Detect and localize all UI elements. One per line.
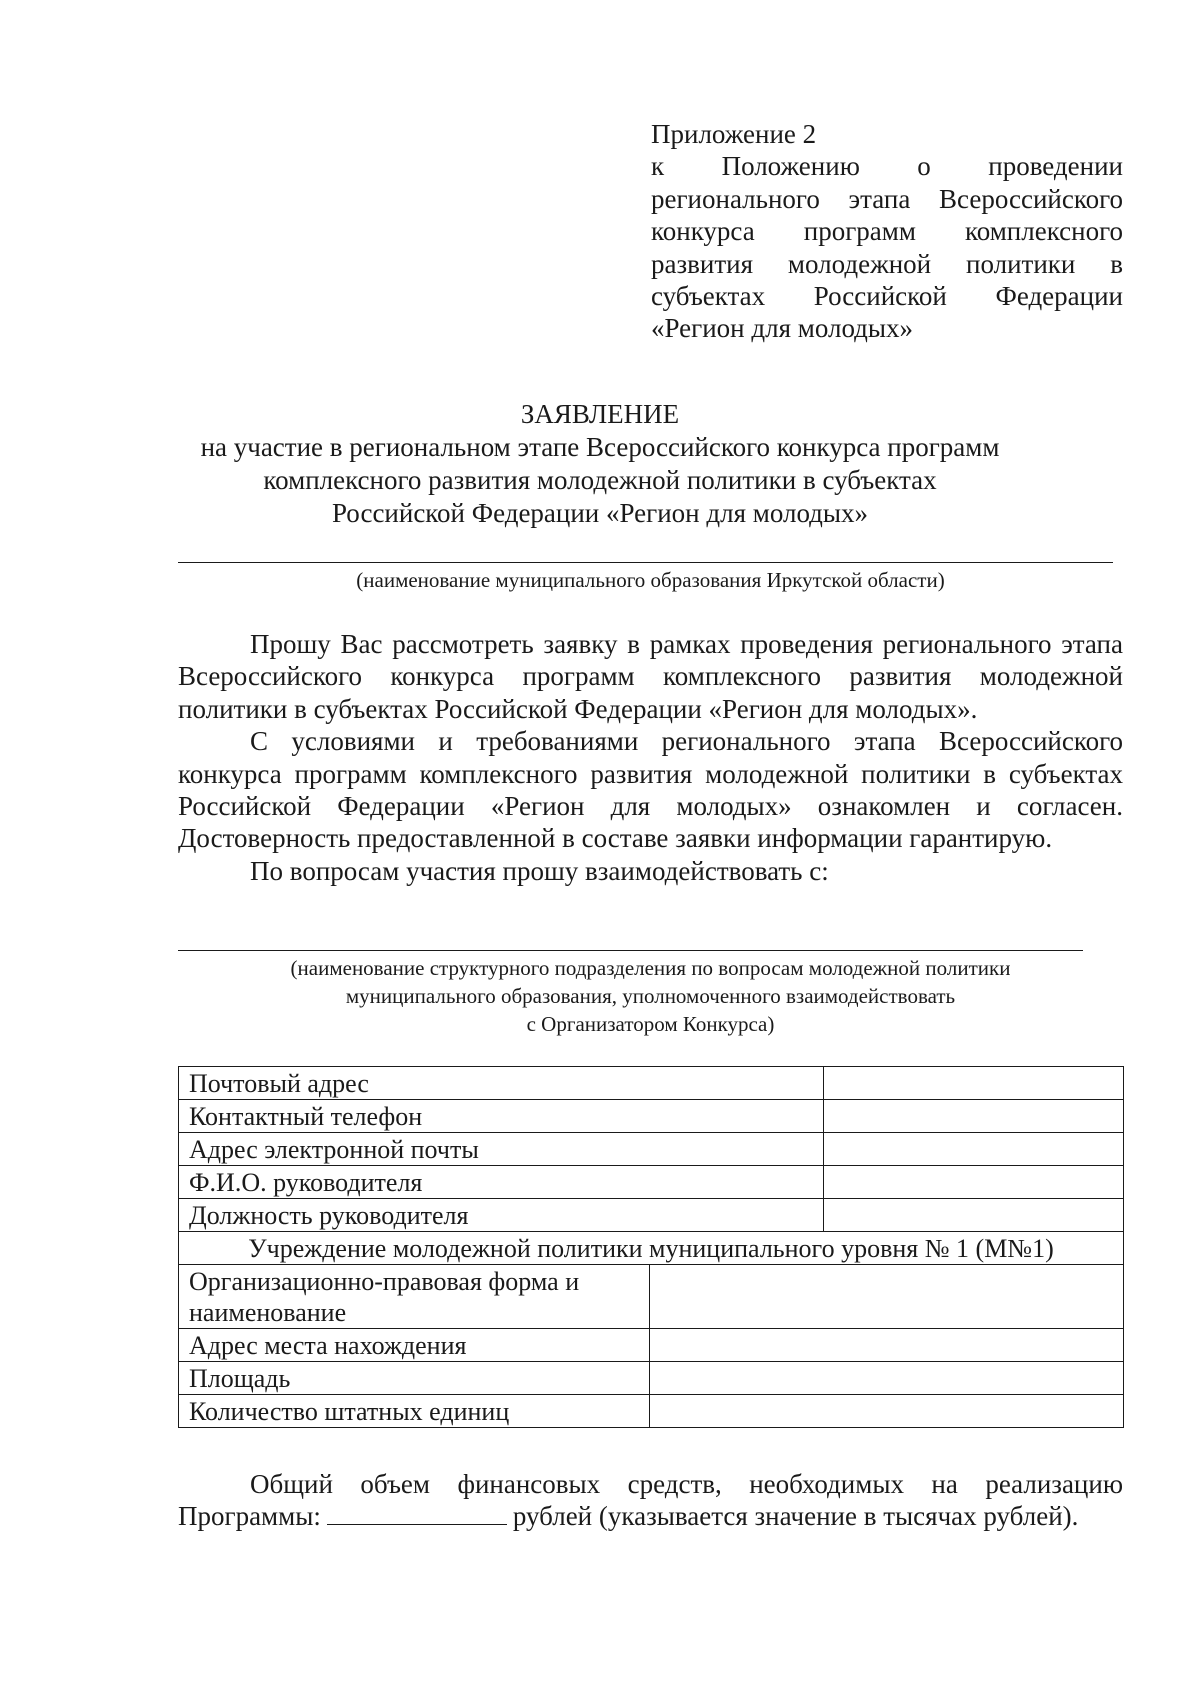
- appendix-heading: Приложение 2: [651, 119, 817, 149]
- appendix-line: к Положению о проведении: [651, 151, 1123, 182]
- appendix-line: «Регион для молодых»: [651, 313, 914, 344]
- document-subtitle-line: на участие в региональном этапе Всероссийского конкурса программ: [200, 432, 1000, 462]
- table-row: [179, 1265, 1124, 1329]
- appendix-line: конкурса программ комплексного: [651, 216, 1123, 247]
- appendix-line: развития молодежной политики в: [651, 248, 1123, 279]
- document-subtitle-line: комплексного развития молодежной политики в субъектах: [263, 465, 937, 495]
- table-label-cell: Контактный телефон: [179, 1100, 824, 1133]
- info-table: [178, 1066, 1124, 1428]
- municipality-blank-line: [178, 562, 1113, 563]
- appendix-block: [651, 118, 1123, 345]
- body-text: [178, 628, 1123, 887]
- table-row: [179, 1232, 1124, 1265]
- table-label-cell: Почтовый адрес: [179, 1067, 824, 1100]
- table-value-cell: [650, 1329, 1124, 1362]
- table-value-cell: [824, 1100, 1124, 1133]
- table-row: [179, 1100, 1124, 1133]
- table-label-cell: Ф.И.О. руководителя: [179, 1166, 824, 1199]
- table-label-cell: Адрес места нахождения: [179, 1329, 650, 1362]
- table-value-cell: [824, 1133, 1124, 1166]
- funding-suffix: рублей (указывается значение в тысячах рублей).: [512, 1501, 1079, 1532]
- division-caption-line: муниципального образования, уполномоченного взаимодействовать: [345, 984, 956, 1008]
- body-paragraph: С условиями и требованиями регионального этапа Всероссийского конкурса программ комплексного развития молодежной политики в субъектах Российской Федерации «Регион для молодых» ознакомлен и согласен. Достоверность предоставленной в составе заявки информации гарантирую.: [178, 726, 1123, 854]
- body-paragraph: По вопросам участия прошу взаимодействовать с:: [250, 855, 829, 886]
- document-title: ЗАЯВЛЕНИЕ: [520, 399, 680, 429]
- funding-line: [178, 1500, 1123, 1532]
- table-row: [179, 1133, 1124, 1166]
- table-row: [179, 1067, 1124, 1100]
- division-blank-line: [178, 950, 1083, 951]
- table-row: [179, 1166, 1124, 1199]
- document-subtitle-line: Российской Федерации «Регион для молодых»: [331, 498, 869, 528]
- table-label-cell: Площадь: [179, 1362, 650, 1395]
- table-label-cell: Организационно-правовая форма и наименование: [179, 1265, 650, 1329]
- table-label-cell: Должность руководителя: [179, 1199, 824, 1232]
- division-caption-line: с Организатором Конкурса): [526, 1012, 775, 1036]
- institution-header-cell: Учреждение молодежной политики муниципального уровня № 1 (М№1): [179, 1232, 1124, 1265]
- table-row: [179, 1395, 1124, 1428]
- appendix-line: субъектах Российской Федерации: [651, 281, 1123, 312]
- funding-line: Общий объем финансовых средств, необходимых на реализацию: [250, 1469, 1123, 1499]
- table-value-cell: [650, 1265, 1124, 1329]
- table-value-cell: [650, 1395, 1124, 1428]
- table-row: [179, 1199, 1124, 1232]
- table-value-cell: [824, 1199, 1124, 1232]
- body-paragraph: Прошу Вас рассмотреть заявку в рамках проведения регионального этапа Всероссийского конкурса программ комплексного развития молодежной политики в субъектах Российской Федерации «Регион для молодых».: [178, 629, 1123, 724]
- funding-paragraph: [178, 1468, 1123, 1533]
- table-value-cell: [650, 1362, 1124, 1395]
- funding-amount-blank: [327, 1502, 507, 1525]
- funding-prefix: Программы:: [178, 1501, 321, 1532]
- table-row: [179, 1362, 1124, 1395]
- appendix-line: регионального этапа Всероссийского: [651, 183, 1123, 214]
- table-value-cell: [824, 1067, 1124, 1100]
- municipality-caption: (наименование муниципального образования Иркутской области): [356, 568, 945, 592]
- table-label-cell: Количество штатных единиц: [179, 1395, 650, 1428]
- table-row: [179, 1329, 1124, 1362]
- table-label-cell: Адрес электронной почты: [179, 1133, 824, 1166]
- division-caption-line: (наименование структурного подразделения по вопросам молодежной политики: [290, 956, 1011, 980]
- table-value-cell: [824, 1166, 1124, 1199]
